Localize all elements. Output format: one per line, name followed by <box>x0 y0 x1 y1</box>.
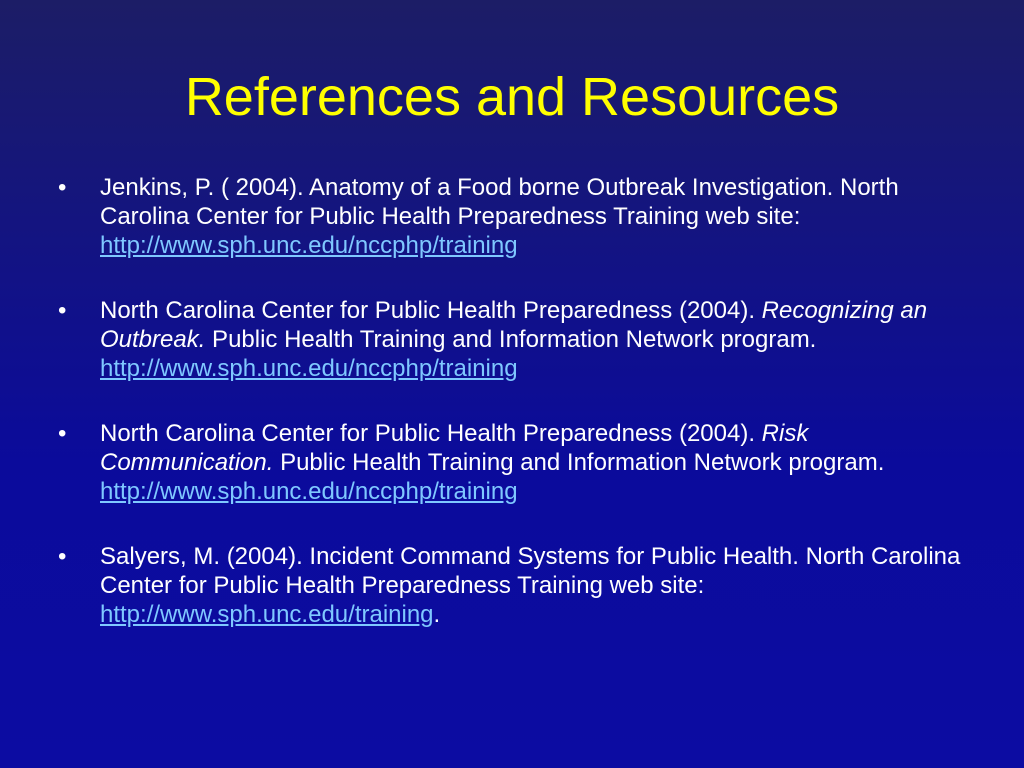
reference-link[interactable]: http://www.sph.unc.edu/training <box>100 601 434 628</box>
reference-text-continued: Public Health Training and Information Network program. <box>273 449 885 476</box>
reference-item-risk-communication <box>58 419 978 506</box>
reference-text: Jenkins, P. ( 2004). Anatomy of a Food borne Outbreak Investigation. North Carolina Center for Public Health Preparedness Training web site: <box>100 174 899 230</box>
reference-item-recognizing-outbreak <box>58 296 978 383</box>
reference-item-jenkins <box>58 173 978 260</box>
reference-text: North Carolina Center for Public Health Preparedness (2004). <box>100 297 762 324</box>
bullet-icon: • <box>58 297 67 324</box>
reference-text: Salyers, M. (2004). Incident Command Systems for Public Health. North Carolina Center for Public Health Preparedness Training web site: <box>100 543 961 599</box>
reference-link[interactable]: http://www.sph.unc.edu/nccphp/training <box>100 355 518 382</box>
bullet-icon: • <box>58 543 67 570</box>
slide-title: References and Resources <box>184 67 840 127</box>
bullet-icon: • <box>58 174 67 201</box>
reference-text-continued: Public Health Training and Information Network program. <box>205 326 817 353</box>
reference-text: North Carolina Center for Public Health Preparedness (2004). <box>100 420 762 447</box>
reference-text-end: . <box>433 601 441 628</box>
reference-link[interactable]: http://www.sph.unc.edu/nccphp/training <box>100 232 518 259</box>
reference-list <box>58 173 978 665</box>
reference-item-salyers <box>58 542 978 629</box>
bullet-icon: • <box>58 420 67 447</box>
reference-title-italic: Risk Communication. <box>100 420 809 476</box>
reference-title-italic: Recognizing an Outbreak. <box>100 297 928 353</box>
reference-link[interactable]: http://www.sph.unc.edu/nccphp/training <box>100 478 518 505</box>
